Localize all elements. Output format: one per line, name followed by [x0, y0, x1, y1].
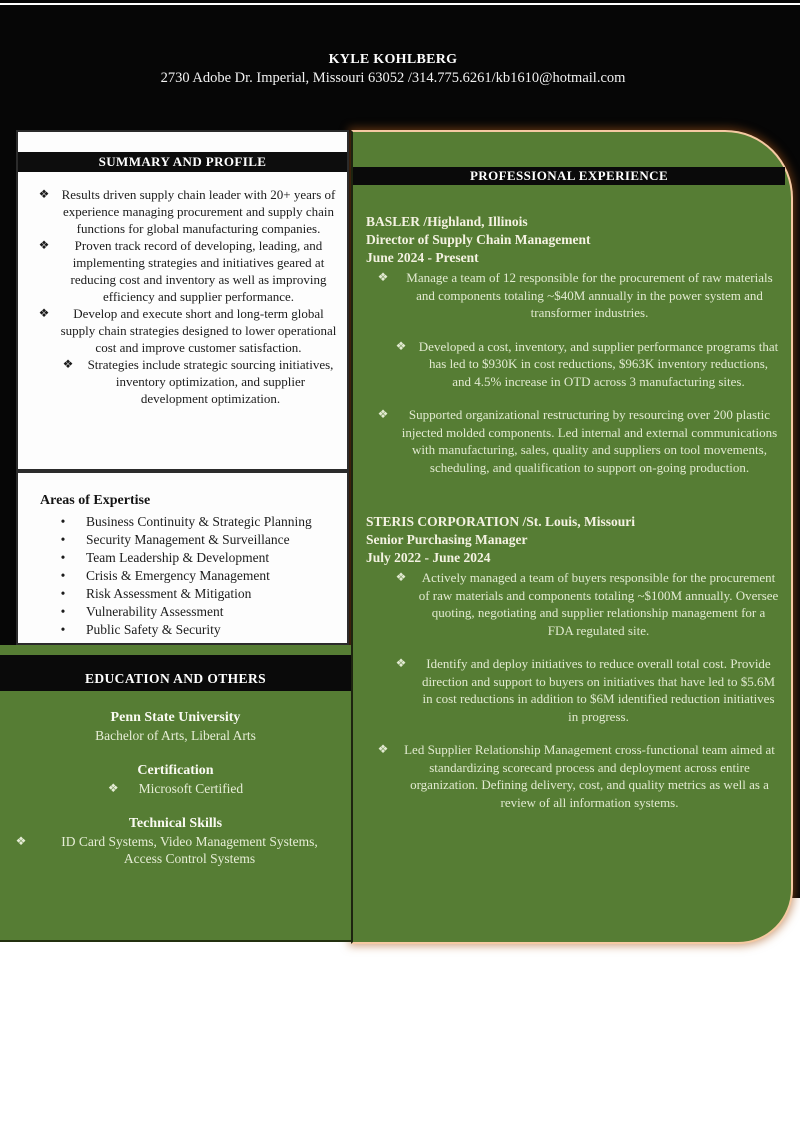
education-panel — [0, 645, 351, 942]
expertise-item — [40, 549, 341, 567]
summary-list — [18, 172, 347, 407]
certification-text: Microsoft Certified — [138, 780, 244, 796]
job-bullet-text: Identify and deploy initiatives to reduce overall total cost. Provide direction and support to buyers on initiatives that have led to $5.6M in cost reductions in addition to $6M identified reduction initiatives in progress. — [421, 656, 776, 724]
expertise-item-text: Security Management & Surveillance — [86, 532, 290, 547]
dot-bullet-icon: • — [60, 622, 66, 637]
job-bullet — [366, 655, 779, 725]
top-divider-line — [0, 3, 800, 5]
dot-bullet-icon: • — [60, 586, 66, 601]
job-role: Director of Supply Chain Management — [366, 232, 591, 247]
expertise-box — [16, 471, 349, 645]
dot-bullet-icon: • — [60, 532, 66, 547]
expertise-item — [40, 513, 341, 531]
diamond-bullet-icon: ❖ — [395, 656, 407, 670]
summary-bullet-text: Results driven supply chain leader with 20+ years of experience managing procurement and supply chain functions for global manufacturing companies. — [61, 187, 336, 236]
job-bullet-text: Supported organizational restructuring by resourcing over 200 plastic injected molded components. Led internal and external communications with manufacturing, sales, quality and suppliers on tool movements, scheduling, and qualification to support on-going production. — [401, 407, 778, 475]
summary-bullet-text: Strategies include strategic sourcing initiatives, inventory optimization, and supplier development optimization. — [87, 357, 334, 406]
job-bullet — [366, 569, 779, 639]
expertise-item — [40, 567, 341, 585]
diamond-bullet-icon: ❖ — [107, 780, 119, 795]
job-role: Senior Purchasing Manager — [366, 532, 528, 547]
section-title-professional-experience: PROFESSIONAL EXPERIENCE — [353, 167, 785, 185]
expertise-item-text: Business Continuity & Strategic Planning — [86, 514, 312, 529]
expertise-item-text: Vulnerability Assessment — [86, 604, 224, 619]
expertise-item-text: Crisis & Emergency Management — [86, 568, 270, 583]
jobs-list — [353, 185, 791, 811]
diamond-bullet-icon: ❖ — [377, 270, 389, 284]
section-title-summary: SUMMARY AND PROFILE — [18, 152, 347, 172]
diamond-bullet-icon: ❖ — [395, 338, 407, 353]
education-content — [0, 709, 351, 868]
job-bullet-text: Developed a cost, inventory, and supplier performance programs that has led to $930K in cost reductions, $963K inventory reductions, and 4.5% increase in OTD across 3 manufacturing sites. — [418, 338, 779, 389]
expertise-item-text: Public Safety & Security — [86, 622, 221, 637]
job-entry — [366, 213, 779, 476]
summary-box — [16, 130, 349, 471]
job-dates: June 2024 - Present — [366, 250, 479, 265]
person-name: KYLE KOHLBERG — [328, 52, 458, 67]
expertise-item — [40, 603, 341, 621]
diamond-bullet-icon: ❖ — [395, 570, 407, 584]
job-company: BASLER /Highland, Illinois — [366, 214, 528, 229]
summary-bullet — [28, 237, 337, 305]
job-bullet — [366, 741, 779, 811]
certification-title: Certification — [137, 763, 214, 778]
diamond-bullet-icon: ❖ — [38, 306, 50, 320]
job-bullet-text: Led Supplier Relationship Management cross-functional team aimed at standardizing scorecard process and deployment across entire organization. Defining delivery, cost, and quality metrics as well as a review of all information systems. — [404, 742, 775, 810]
summary-bullet — [28, 305, 337, 356]
job-bullet-text: Actively managed a team of buyers responsible for the procurement of raw materials and components totaling ~$100M annually. Oversee quoting, negotiating and supplier relationship management for a FDA regulated site. — [418, 570, 779, 638]
school-name: Penn State University — [110, 710, 241, 725]
dot-bullet-icon: • — [60, 514, 66, 529]
summary-bullet-text: Develop and execute short and long-term global supply chain strategies designed to lower operational cost and improve customer satisfaction. — [60, 306, 337, 355]
contact-info: 2730 Adobe Dr. Imperial, Missouri 63052 /314.775.6261/kb1610@hotmail.com — [160, 70, 626, 86]
dot-bullet-icon: • — [60, 550, 66, 565]
job-company: STERIS CORPORATION /St. Louis, Missouri — [366, 514, 636, 529]
expertise-item-text: Team Leadership & Development — [86, 550, 270, 565]
job-bullet-text: Manage a team of 12 responsible for the procurement of raw materials and components totaling ~$40M annually in the power system and transformer industries. — [406, 270, 773, 320]
diamond-bullet-icon: ❖ — [377, 407, 389, 421]
dot-bullet-icon: • — [60, 568, 66, 583]
diamond-bullet-icon: ❖ — [38, 187, 50, 201]
technical-skills-text: ID Card Systems, Video Management Systems, Access Control Systems — [61, 833, 318, 866]
job-bullet — [366, 406, 779, 476]
job-bullet — [366, 269, 779, 322]
technical-skills-item — [0, 833, 351, 868]
degree: Bachelor of Arts, Liberal Arts — [95, 727, 256, 743]
summary-bullet-text: Proven track record of developing, leading, and implementing strategies and initiatives geared at reducing cost and inventory as well as improving efficiency and supplier performance. — [70, 238, 327, 304]
certification-item — [0, 780, 351, 798]
expertise-title: Areas of Expertise — [40, 493, 151, 508]
expertise-item — [40, 531, 341, 549]
expertise-item — [40, 585, 341, 603]
summary-bullet — [28, 186, 337, 237]
job-dates: July 2022 - June 2024 — [366, 550, 491, 565]
job-entry — [366, 513, 779, 811]
diamond-bullet-icon: ❖ — [377, 742, 389, 756]
dot-bullet-icon: • — [60, 604, 66, 619]
experience-panel — [351, 130, 793, 944]
expertise-item-text: Risk Assessment & Mitigation — [86, 586, 252, 601]
diamond-bullet-icon: ❖ — [62, 357, 74, 371]
expertise-item — [40, 621, 341, 639]
job-bullet — [366, 338, 779, 391]
diamond-bullet-icon: ❖ — [15, 833, 27, 848]
section-title-education: EDUCATION AND OTHERS — [0, 655, 351, 691]
diamond-bullet-icon: ❖ — [38, 238, 50, 252]
technical-skills-title: Technical Skills — [128, 816, 223, 831]
summary-bullet — [28, 356, 337, 407]
